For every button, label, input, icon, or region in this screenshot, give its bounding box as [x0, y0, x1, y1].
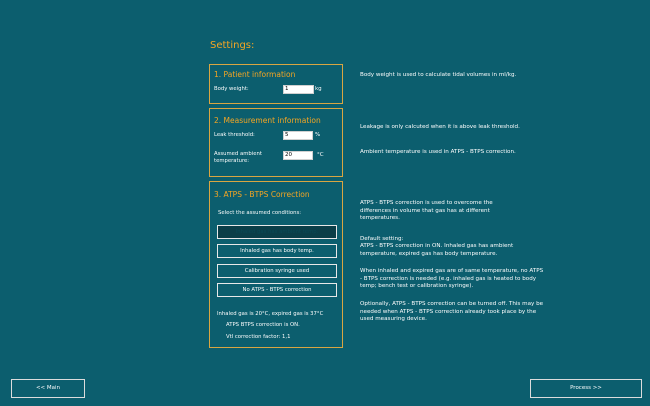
patient-information-panel	[209, 64, 343, 104]
option-calibration-syringe[interactable]: Calibration syringe used	[217, 264, 337, 278]
ambient-temperature-input[interactable]: 20	[283, 151, 313, 160]
leak-threshold-unit: %	[315, 132, 321, 138]
temperature-description: Ambient temperature is used in ATPS - BTPS correction.	[360, 149, 516, 155]
leak-threshold-label: Leak threshold:	[214, 132, 255, 138]
atps-btps-correction-heading: 3. ATPS - BTPS Correction	[214, 190, 310, 199]
body-weight-input[interactable]: 1	[283, 85, 314, 94]
patient-information-heading: 1. Patient information	[214, 70, 296, 79]
correction-factor: Vtl correction factor: 1,1	[226, 334, 291, 340]
ambient-temperature-unit: °C	[317, 152, 324, 158]
measurement-information-heading: 2. Measurement information	[214, 116, 321, 125]
body-weight-unit: kg	[315, 86, 322, 92]
leak-description: Leakage is only calcuted when it is above leak threshold.	[360, 124, 520, 130]
weight-description: Body weight is used to calculate tidal volumes in ml/kg.	[360, 72, 517, 78]
atps-intro-description: ATPS - BTPS correction is used to overcome the differences in volume that gas has at different temperatures.	[360, 200, 493, 222]
optional-description: Optionally, ATPS - BTPS correction can be turned off. This may be needed when ATPS - BTPS correction already took place by the used measuring device.	[360, 301, 544, 323]
page-title: Settings:	[210, 40, 255, 51]
option-inhaled-ambient-temp[interactable]: Inhaled gas has ambient temp.	[217, 225, 337, 239]
same-temperature-description: When inhaled and expired gas are of same temperature, no ATPS - BTPS correction is needed (e.g. inhaled gas is heated to body temp; bench test or calibration syringe).	[360, 268, 544, 290]
ambient-temperature-label-line1: Assumed ambient	[214, 151, 262, 157]
option-inhaled-body-temp[interactable]: Inhaled gas has body temp.	[217, 244, 337, 258]
measurement-information-panel	[209, 108, 343, 177]
body-weight-label: Body weight:	[214, 86, 249, 92]
select-conditions-label: Select the assumed conditions:	[218, 210, 302, 216]
leak-threshold-input[interactable]: 5	[283, 131, 313, 140]
option-no-correction[interactable]: No ATPS - BTPS correction	[217, 283, 337, 297]
atps-btps-correction-panel	[209, 181, 343, 348]
process-button[interactable]: Process >>	[530, 379, 642, 398]
default-setting-description: ATPS - BTPS correction in ON. Inhaled gas has ambient temperature, expired gas has body temperature.	[360, 243, 514, 257]
gas-temperature-summary: Inhaled gas is 20°C, expired gas is 37°C	[217, 311, 324, 317]
main-button[interactable]: << Main	[11, 379, 85, 398]
default-setting-heading: Default setting:	[360, 236, 404, 242]
ambient-temperature-label-line2: temperature:	[214, 158, 250, 164]
correction-status: ATPS BTPS correction is ON.	[226, 322, 300, 328]
